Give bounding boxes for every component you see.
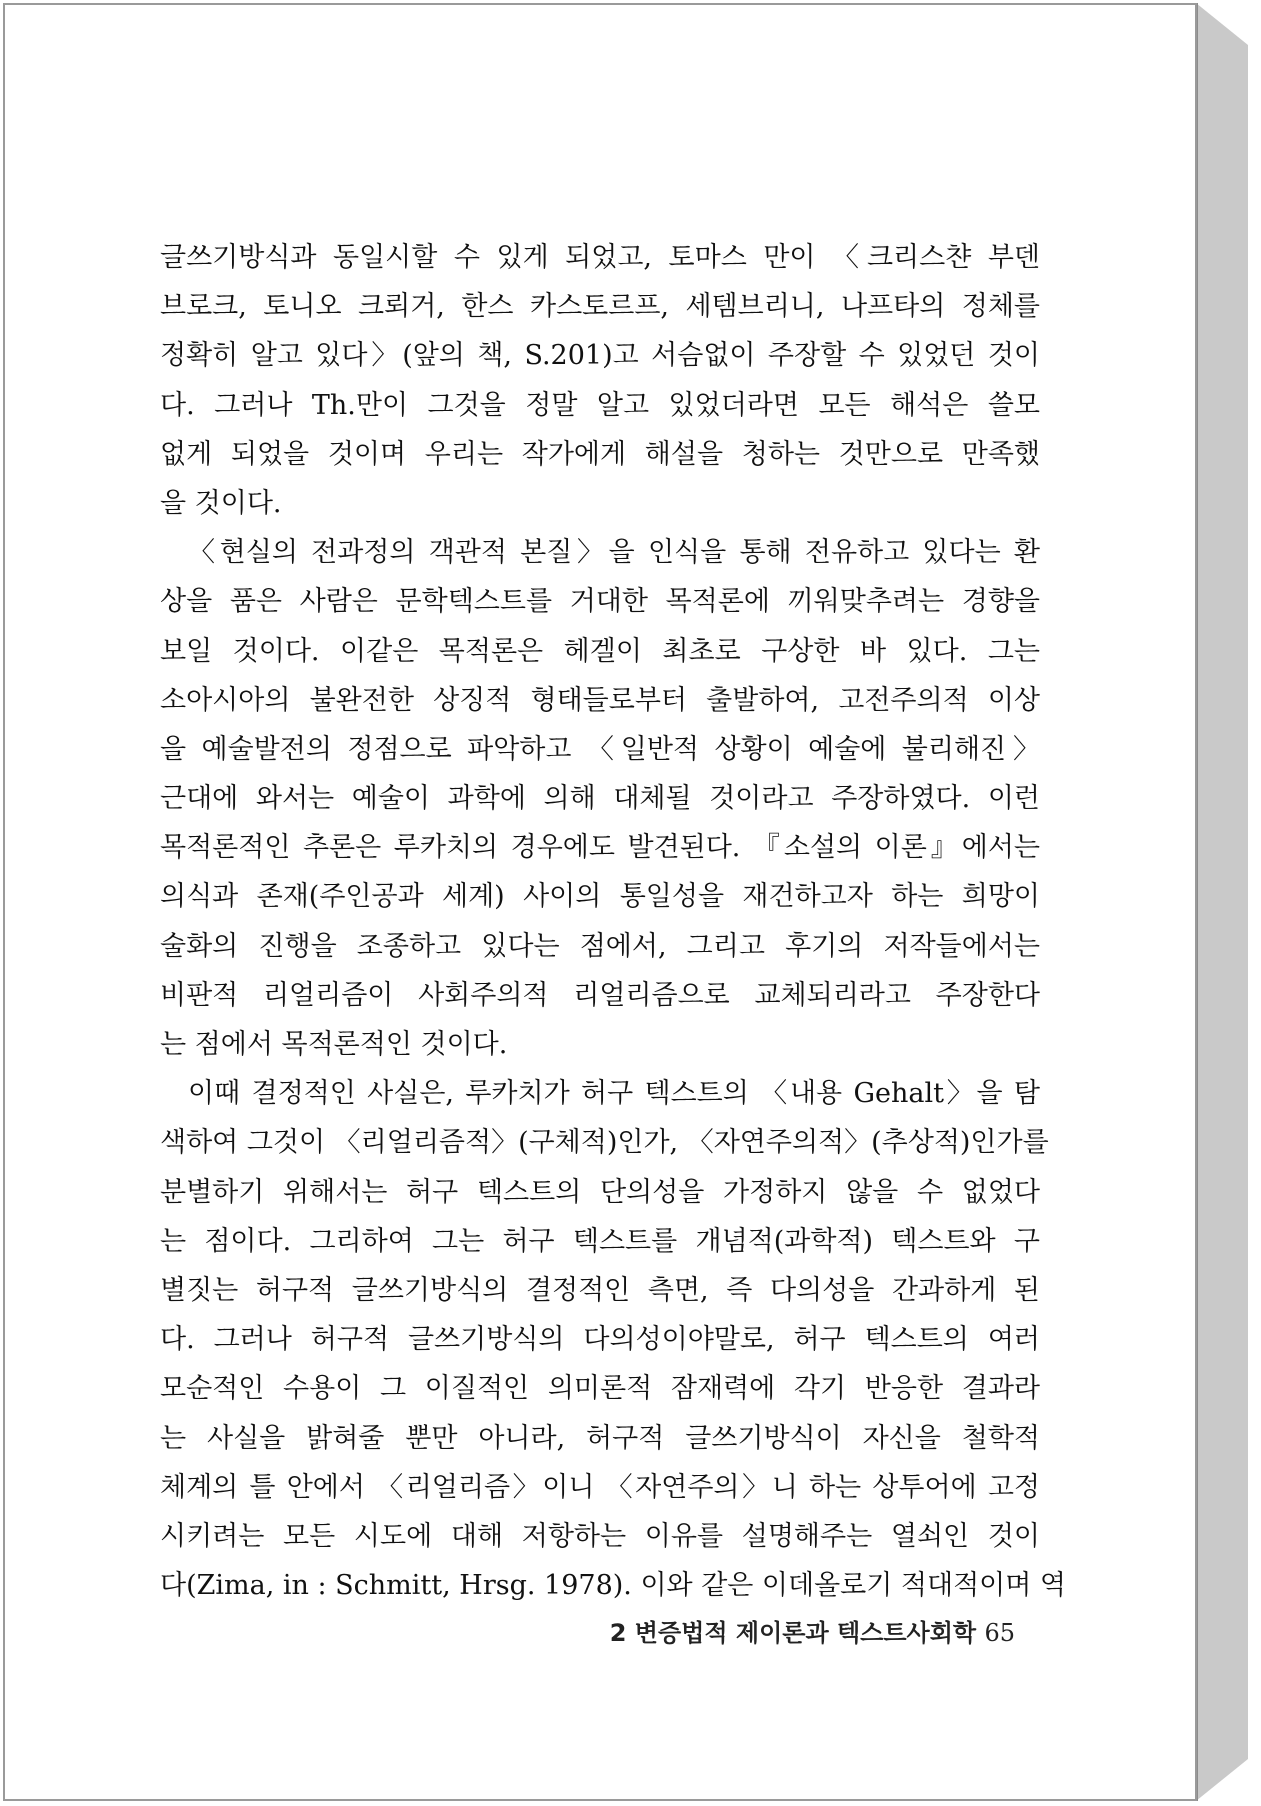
text-line: 체계의 틀 안에서 〈리얼리즘〉이니 〈자연주의〉니 하는 상투어에 고정 bbox=[160, 1471, 1040, 1503]
paragraph bbox=[160, 528, 1040, 1069]
text-line: 는 점이다. 그리하여 그는 허구 텍스트를 개념적(과학적) 텍스트와 구 bbox=[160, 1225, 1040, 1257]
text-line: 다(Zima, in : Schmitt, Hrsg. 1978). 이와 같은 이데올로기 적대적이며 역 bbox=[160, 1570, 1067, 1602]
text-line: 근대에 와서는 예술이 과학에 의해 대체될 것이라고 주장하였다. 이런 bbox=[160, 783, 1040, 815]
text-line: 상을 품은 사람은 문학텍스트를 거대한 목적론에 끼워맞추려는 경향을 bbox=[160, 586, 1040, 618]
body-text bbox=[160, 233, 1067, 1610]
text-line: 모순적인 수용이 그 이질적인 의미론적 잠재력에 각기 반응한 결과라 bbox=[160, 1373, 1040, 1405]
text-line: 브로크, 토니오 크뢰거, 한스 카스토르프, 세템브리니, 나프타의 정체를 bbox=[160, 291, 1040, 323]
text-line: 글쓰기방식과 동일시할 수 있게 되었고, 토마스 만이 〈크리스챤 부덴 bbox=[160, 242, 1040, 273]
text-line: 이때 결정적인 사실은, 루카치가 허구 텍스트의 〈내용 Gehalt〉을 탐 bbox=[188, 1078, 1040, 1110]
text-line: 는 점에서 목적론적인 것이다. bbox=[160, 1029, 508, 1060]
book-page bbox=[3, 3, 1197, 1801]
text-line: 정확히 알고 있다〉(앞의 책, S.201)고 서슴없이 주장할 수 있었던 것이 bbox=[160, 340, 1040, 372]
page-number: 65 bbox=[984, 1619, 1015, 1647]
text-line: 을 예술발전의 정점으로 파악하고 〈일반적 상황이 예술에 불리해진〉 bbox=[160, 733, 1040, 765]
text-line: 보일 것이다. 이같은 목적론은 헤겔이 최초로 구상한 바 있다. 그는 bbox=[160, 635, 1040, 667]
text-line: 시키려는 모든 시도에 대해 저항하는 이유를 설명해주는 열쇠인 것이 bbox=[160, 1520, 1040, 1552]
text-line: 술화의 진행을 조종하고 있다는 점에서, 그리고 후기의 저작들에서는 bbox=[160, 930, 1040, 962]
text-line: 을 것이다. bbox=[160, 487, 282, 519]
page-footer bbox=[585, 1613, 1015, 1648]
text-line: 목적론적인 추론은 루카치의 경우에도 발견된다. 『소설의 이론』에서는 bbox=[160, 832, 1040, 864]
text-line: 다. 그러나 허구적 글쓰기방식의 다의성이야말로, 허구 텍스트의 여러 bbox=[160, 1324, 1040, 1356]
text-line: 의식과 존재(주인공과 세계) 사이의 통일성을 재건하고자 하는 희망이 bbox=[160, 881, 1040, 913]
text-line: 다. 그러나 Th.만이 그것을 정말 알고 있었더라면 모든 해석은 쓸모 bbox=[160, 389, 1040, 421]
text-line: 〈현실의 전과정의 객관적 본질〉을 인식을 통해 전유하고 있다는 환 bbox=[188, 537, 1040, 569]
paragraph bbox=[160, 233, 1040, 528]
text-line: 소아시아의 불완전한 상징적 형태들로부터 출발하여, 고전주의적 이상 bbox=[160, 684, 1040, 716]
text-line: 별짓는 허구적 글쓰기방식의 결정적인 측면, 즉 다의성을 간과하게 된 bbox=[160, 1274, 1040, 1306]
paragraph bbox=[160, 1069, 1067, 1610]
running-head: 2 변증법적 제이론과 텍스트사회학 bbox=[609, 1619, 977, 1647]
text-line: 는 사실을 밝혀줄 뿐만 아니라, 허구적 글쓰기방식이 자신을 철학적 bbox=[160, 1422, 1040, 1454]
text-line: 색하여 그것이 〈리얼리즘적〉(구체적)인가, 〈자연주의적〉(추상적)인가를 bbox=[160, 1127, 1049, 1159]
text-line: 비판적 리얼리즘이 사회주의적 리얼리즘으로 교체되리라고 주장한다 bbox=[160, 979, 1040, 1011]
text-line: 분별하기 위해서는 허구 텍스트의 단의성을 가정하지 않을 수 없었다 bbox=[160, 1176, 1040, 1208]
text-line: 없게 되었을 것이며 우리는 작가에게 해설을 청하는 것만으로 만족했 bbox=[160, 438, 1040, 470]
page-edge-shadow bbox=[1196, 3, 1248, 1801]
